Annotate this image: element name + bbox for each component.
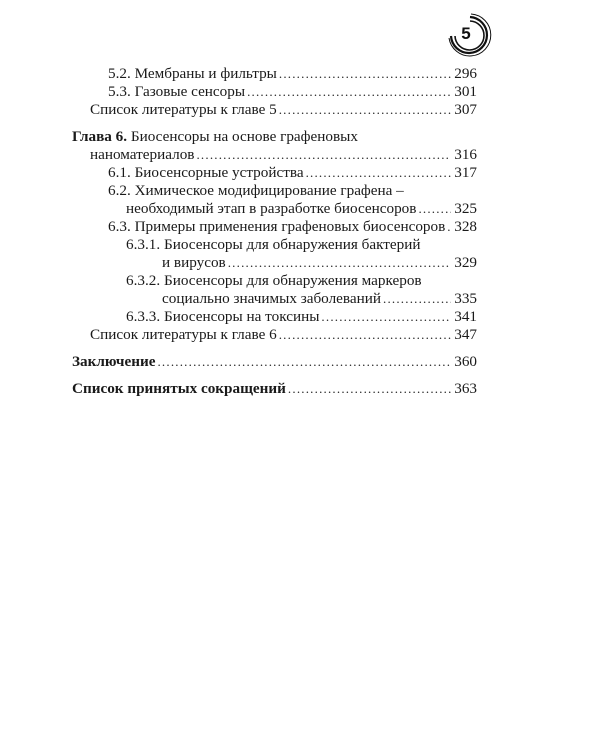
toc-entry-title: Список литературы к главе 5 <box>90 101 277 118</box>
leader-dots <box>279 326 452 344</box>
toc-entry-abbreviations[interactable] <box>72 380 477 398</box>
leader-dots <box>279 101 452 119</box>
toc-entry-conclusion[interactable] <box>72 353 477 371</box>
toc-entry-page: 363 <box>454 380 477 397</box>
leader-dots <box>418 200 451 218</box>
toc-entry-page: 317 <box>454 164 477 181</box>
leader-dots <box>157 353 451 371</box>
toc-entry-6-3-1[interactable] <box>162 254 477 272</box>
toc-entry-page: 335 <box>454 290 477 307</box>
toc-entry-title: 6.3.2. Биосенсоры для обнаружения маркеров <box>126 272 422 289</box>
leader-dots <box>447 218 451 236</box>
toc-entry-6-1[interactable] <box>108 164 477 182</box>
toc-entry-page: 316 <box>454 146 477 163</box>
toc-entry-title: Список принятых сокращений <box>72 380 286 397</box>
leader-dots <box>228 254 452 272</box>
toc-entry-6-3-1-line1[interactable] <box>126 236 421 254</box>
toc-entry-page: 296 <box>454 65 477 82</box>
toc-entry-title: 5.3. Газовые сенсоры <box>108 83 246 100</box>
toc-entry-page: 328 <box>454 218 477 235</box>
toc-entry-title: 6.3.3. Биосенсоры на токсины <box>126 308 320 325</box>
chapter-label: Глава 6. <box>72 128 128 145</box>
leader-dots <box>288 380 451 398</box>
toc-entry-6-3-2[interactable] <box>162 290 477 308</box>
toc-chapter-6-heading[interactable] <box>72 128 358 146</box>
toc-entry-title: 6.3.1. Биосенсоры для обнаружения бактерий <box>126 236 421 253</box>
toc-entry-page: 360 <box>454 353 477 370</box>
toc-entry-5-3[interactable] <box>108 83 477 101</box>
toc-entry-title: 5.2. Мембраны и фильтры <box>108 65 277 82</box>
toc-entry-page: 307 <box>454 101 477 118</box>
toc-entry-title: Заключение <box>72 353 156 370</box>
leader-dots <box>279 65 451 83</box>
toc-entry-6-2-line1[interactable] <box>108 182 404 200</box>
toc-entry-title: Список литературы к главе 6 <box>90 326 277 343</box>
toc-entry-page: 347 <box>454 326 477 343</box>
toc-entry-chapter-6[interactable] <box>90 146 477 164</box>
page-number-badge <box>447 13 493 59</box>
toc-entry-page: 301 <box>454 83 477 100</box>
chapter-title-line2: наноматериалов <box>90 146 195 163</box>
toc-entry-title-cont: социально значимых заболеваний <box>162 290 381 307</box>
toc-entry-title-cont: необходимый этап в разработке биосенсоров <box>126 200 417 217</box>
toc-entry-5-2[interactable] <box>108 65 477 83</box>
toc-entry-refs-5[interactable] <box>90 101 477 119</box>
toc-entry-6-2[interactable] <box>126 200 477 218</box>
toc-entry-6-3[interactable] <box>108 218 477 236</box>
leader-dots <box>196 146 451 164</box>
toc-entry-page: 329 <box>454 254 477 271</box>
toc-entry-page: 325 <box>454 200 477 217</box>
toc-entry-title: 6.2. Химическое модифицирование графена – <box>108 182 404 199</box>
toc-entry-title-cont: и вирусов <box>162 254 226 271</box>
toc-entry-page: 341 <box>454 308 477 325</box>
toc-entry-6-3-3[interactable] <box>126 308 477 326</box>
toc-entry-refs-6[interactable] <box>90 326 477 344</box>
page-number: 5 <box>461 24 471 43</box>
toc-entry-title: 6.3. Примеры применения графеновых биосенсоров <box>108 218 446 235</box>
chapter-title-line1: Биосенсоры на основе графеновых <box>130 128 358 145</box>
toc-entry-6-3-2-line1[interactable] <box>126 272 422 290</box>
leader-dots <box>383 290 451 308</box>
leader-dots <box>321 308 451 326</box>
toc-entry-title: 6.1. Биосенсорные устройства <box>108 164 304 181</box>
leader-dots <box>306 164 452 182</box>
leader-dots <box>247 83 451 101</box>
